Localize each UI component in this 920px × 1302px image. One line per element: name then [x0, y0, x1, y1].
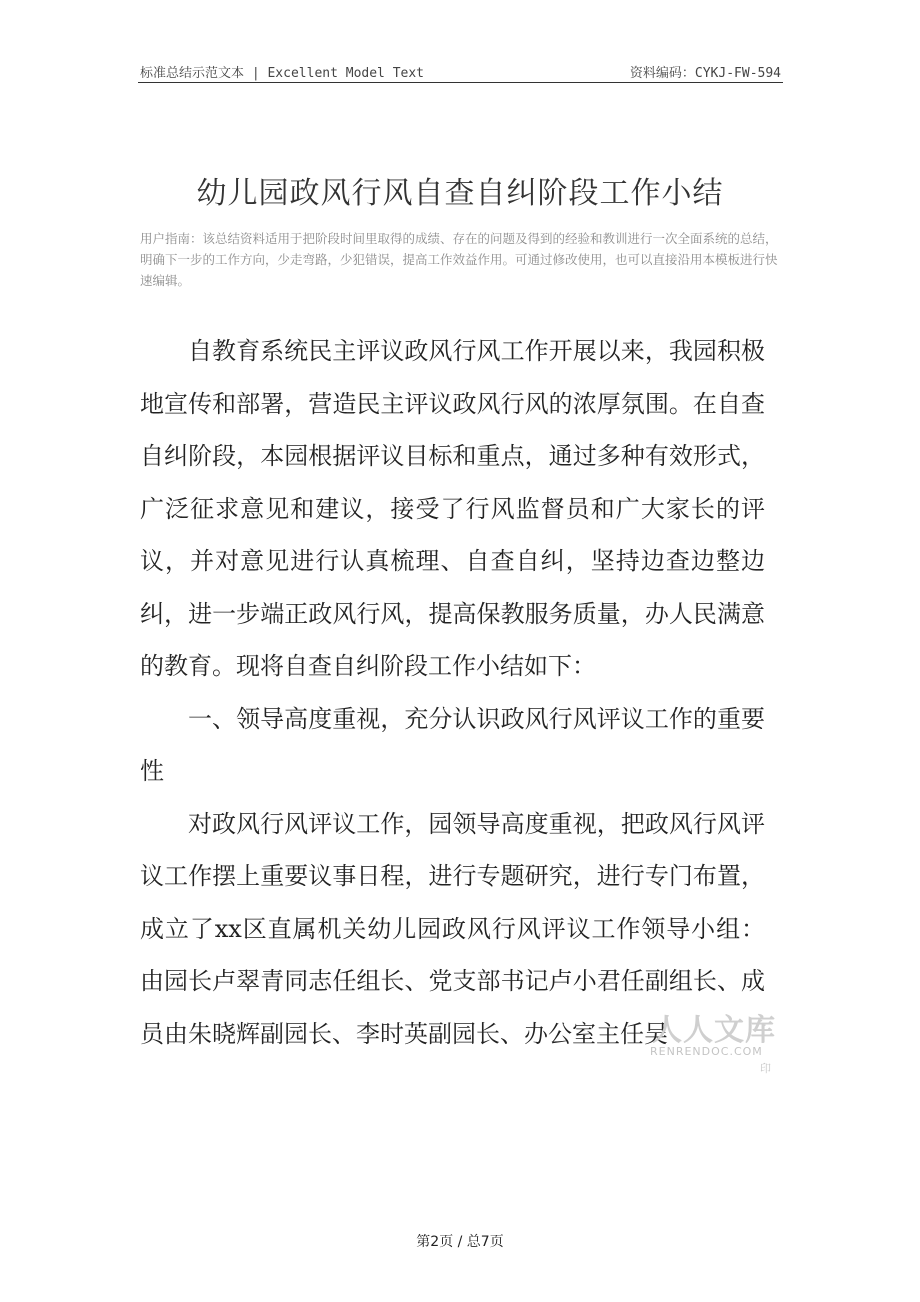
- document-code: 资料编码：CYKJ-FW-594: [629, 66, 781, 81]
- header-divider: [138, 82, 783, 83]
- user-guide-note: 用户指南：该总结资料适用于把阶段时间里取得的成绩、存在的问题及得到的经验和教训进行一次全面系统的总结，明确下一步的工作方向，少走弯路，少犯错误，提高工作效益作用。可通过修改使用，也可以直接沿用本模板进行快速编辑。: [140, 231, 778, 288]
- watermark-logo-text: 人人文库: [652, 1013, 776, 1048]
- watermark-url: RENRENDOC.COM: [650, 1045, 763, 1058]
- body-paragraph: 自教育系统民主评议政风行风工作开展以来，我园积极地宣传和部署，营造民主评议政风行风的浓厚氛围。在自查自纠阶段，本园根据评议目标和重点，通过多种有效形式，广泛征求意见和建议，接受了行风监督员和广大家长的评议，并对意见进行认真梳理、自查自纠，坚持边查边整边纠，进一步端正政风行风，提高保教服务质量，办人民满意的教育。现将自查自纠阶段工作小结如下：: [140, 337, 765, 680]
- body-paragraph: 对政风行风评议工作，园领导高度重视，把政风行风评议工作摆上重要议事日程，进行专题研究，进行专门布置，成立了xx区直属机关幼儿园政风行风评议工作领导小组：由园长卢翠青同志任组长、党支部书记卢小君任副组长、成员由朱晓辉副园长、李时英副园长、办公室主任吴: [140, 809, 765, 1048]
- page-header: [138, 62, 783, 82]
- document-title: 幼儿园政风行风自查自纠阶段工作小结: [196, 176, 724, 211]
- document-body: [140, 325, 765, 1060]
- site-watermark: [648, 1005, 778, 1075]
- header-left-text: 标准总结示范文本 | Excellent Model Text: [140, 66, 425, 81]
- section-heading: 一、领导高度重视，充分认识政风行风评议工作的重要性: [140, 704, 765, 785]
- page-number: 第2页 / 总7页: [416, 1234, 504, 1250]
- watermark-seal: 印: [760, 1062, 771, 1075]
